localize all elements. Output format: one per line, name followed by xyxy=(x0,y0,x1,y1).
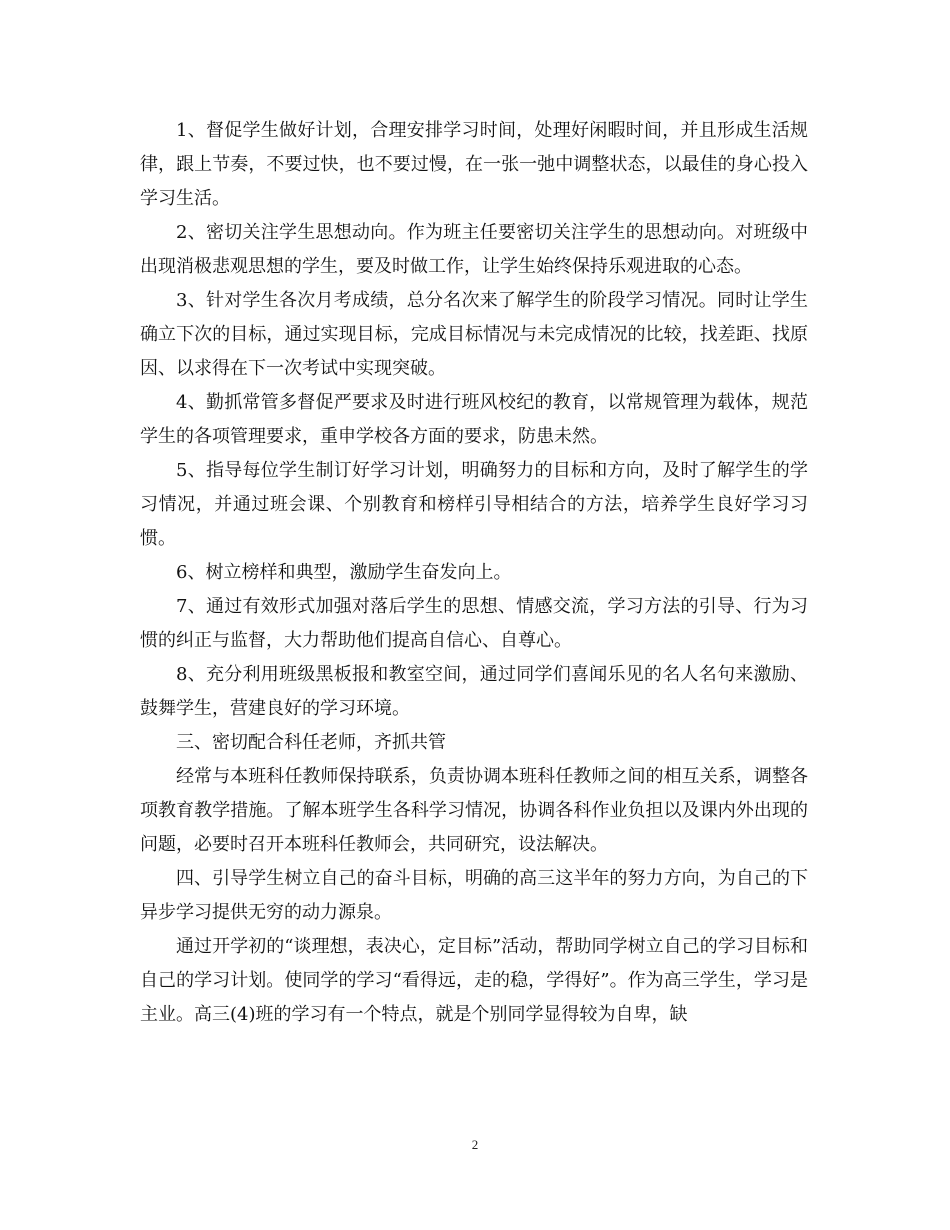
document-body xyxy=(140,114,808,1032)
paragraph-goal-activity: 通过开学初的“谈理想，表决心，定目标”活动，帮助同学树立自己的学习目标和自己的学习计划。使同学的学习“看得远，走的稳，学得好”。作为高三学生，学习是主业。高三(4)班的学习有一个特点，就是个别同学显得较为自卑，缺 xyxy=(140,936,808,1025)
paragraph-item-3: 3、针对学生各次月考成绩，总分名次来了解学生的阶段学习情况。同时让学生确立下次的目标，通过实现目标，完成目标情况与未完成情况的比较，找差距、找原因、以求得在下一次考试中实现突破。 xyxy=(140,290,808,379)
paragraph-item-1: 1、督促学生做好计划，合理安排学习时间，处理好闲暇时间，并且形成生活规律，跟上节奏，不要过快，也不要过慢，在一张一弛中调整状态，以最佳的身心投入学习生活。 xyxy=(140,120,808,209)
section-heading-3: 三、密切配合科任老师，齐抓共管 xyxy=(176,732,446,753)
paragraph-item-7: 7、通过有效形式加强对落后学生的思想、情感交流，学习方法的引导、行为习惯的纠正与监督，大力帮助他们提高自信心、自尊心。 xyxy=(140,596,808,651)
paragraph-item-6: 6、树立榜样和典型，激励学生奋发向上。 xyxy=(176,562,512,583)
section-heading-4: 四、引导学生树立自己的奋斗目标，明确的高三这半年的努力方向，为自己的下异步学习提供无穷的动力源泉。 xyxy=(140,868,808,923)
paragraph-teacher-cooperation: 经常与本班科任教师保持联系，负责协调本班科任教师之间的相互关系，调整各项教育教学措施。了解本班学生各科学习情况，协调各科作业负担以及课内外出现的问题，必要时召开本班科任教师会，共同研究，设法解决。 xyxy=(140,766,808,855)
paragraph-item-5: 5、指导每位学生制订好学习计划，明确努力的目标和方向，及时了解学生的学习情况，并通过班会课、个别教育和榜样引导相结合的方法，培养学生良好学习习惯。 xyxy=(140,460,808,549)
paragraph-item-4: 4、勤抓常管多督促严要求及时进行班风校纪的教育，以常规管理为载体，规范学生的各项管理要求，重申学校各方面的要求，防患未然。 xyxy=(140,392,808,447)
paragraph-item-8: 8、充分利用班级黑板报和教室空间，通过同学们喜闻乐见的名人名句来激励、鼓舞学生，营建良好的学习环境。 xyxy=(140,664,808,719)
page-number: 2 xyxy=(471,1137,479,1152)
paragraph-item-2: 2、密切关注学生思想动向。作为班主任要密切关注学生的思想动向。对班级中出现消极悲观思想的学生，要及时做工作，让学生始终保持乐观进取的心态。 xyxy=(140,222,808,277)
